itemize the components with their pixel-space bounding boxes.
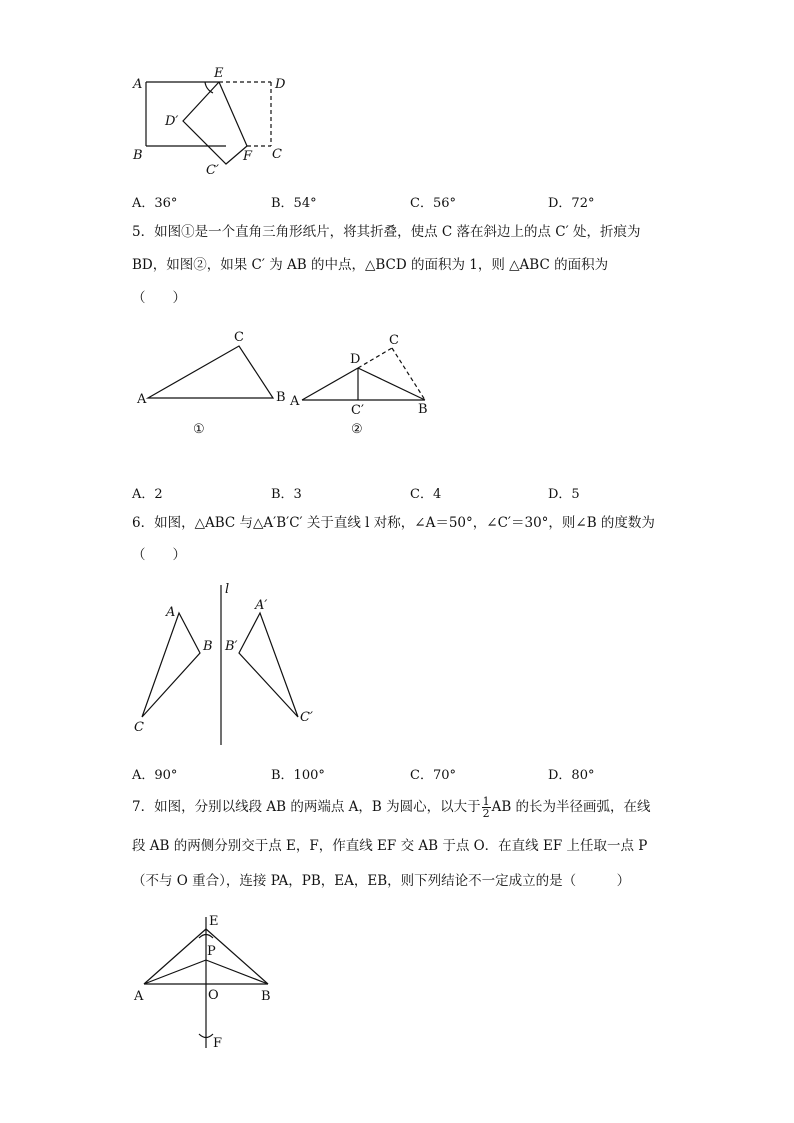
fig1-label-C: C	[234, 330, 244, 345]
label-B: B	[203, 639, 213, 654]
label-F: F	[243, 149, 253, 164]
label-A: A	[166, 605, 176, 620]
label-l: l	[225, 582, 230, 597]
fig2-label-A: A	[290, 394, 300, 409]
fraction-numerator: 1	[482, 795, 490, 808]
label-E: E	[209, 914, 219, 929]
q5-stem-line2: BD，如图②，如果 C′ 为 AB 的中点，△BCD 的面积为 1，则 △ABC 的面积为	[132, 257, 609, 273]
q5-answer-paren: （ ）	[132, 290, 186, 306]
q4-option-a: A．36°	[132, 196, 178, 211]
label-B: B	[261, 989, 271, 1004]
label-E: E	[214, 66, 224, 81]
q4-option-c: C．56°	[410, 196, 456, 211]
q6-option-b: B．100°	[271, 768, 325, 783]
label-B: B	[133, 148, 143, 163]
label-C-prime: C′	[300, 710, 313, 725]
q7-stem-line2: 段 AB 的两侧分别交于点 E，F，作直线 EF 交 AB 于点 O．在直线 EF 上任取一点 P	[132, 838, 648, 854]
label-P: P	[207, 944, 216, 959]
label-C-prime: C′	[206, 163, 219, 178]
label-A: A	[134, 989, 144, 1004]
label-D-prime: D′	[165, 114, 179, 129]
q6-option-c: C．70°	[410, 768, 456, 783]
q6-answer-paren: （ ）	[132, 547, 186, 563]
label-D: D	[275, 77, 286, 92]
label-C: C	[272, 147, 282, 162]
q4-option-d: D．72°	[548, 196, 595, 211]
segment-EA	[144, 929, 206, 984]
label-A-prime: A′	[255, 598, 268, 613]
label-B-prime: B′	[225, 639, 238, 654]
q6-option-a: A．90°	[132, 768, 178, 783]
fig1-number: ①	[193, 422, 205, 437]
fig2-number: ②	[351, 422, 363, 437]
fig2-label-C-prime: C′	[351, 403, 364, 418]
q5-stem-line1: 5．如图①是一个直角三角形纸片，将其折叠，使点 C 落在斜边上的点 C′ 处，折痕为	[132, 224, 641, 240]
fig2-label-B: B	[418, 402, 428, 417]
q7-line1-start: 7．如图，分别以线段 AB 的两端点 A，B 为圆心，以大于	[132, 799, 481, 815]
q6-stem-line1: 6．如图，△ABC 与△A′B′C′ 关于直线 l 对称，∠A＝50°，∠C′＝30°，则∠B 的度数为	[132, 515, 655, 531]
fig1-label-B: B	[276, 390, 286, 405]
label-O: O	[208, 988, 219, 1003]
fraction-denominator: 2	[482, 807, 490, 820]
q4-option-b: B．54°	[271, 196, 317, 211]
q5-option-d: D．5	[548, 487, 580, 502]
fig2-label-D: D	[350, 352, 361, 367]
q5-option-c: C．4	[410, 487, 442, 502]
q5-option-a: A．2	[132, 487, 163, 502]
fig1-label-A: A	[137, 392, 147, 407]
segment-PB	[206, 960, 268, 984]
label-C: C	[134, 720, 144, 735]
q7-stem-line3: （不与 O 重合），连接 PA，PB，EA，EB，则下列结论不一定成立的是（ ）	[132, 873, 631, 889]
q5-option-b: B．3	[271, 487, 302, 502]
label-A: A	[133, 77, 143, 92]
q6-option-d: D．80°	[548, 768, 595, 783]
segment-PA	[144, 960, 206, 984]
q7-line1-end: AB 的长为半径画弧，在线	[491, 799, 651, 815]
fig2-label-C: C	[389, 333, 399, 348]
label-F: F	[213, 1036, 223, 1051]
